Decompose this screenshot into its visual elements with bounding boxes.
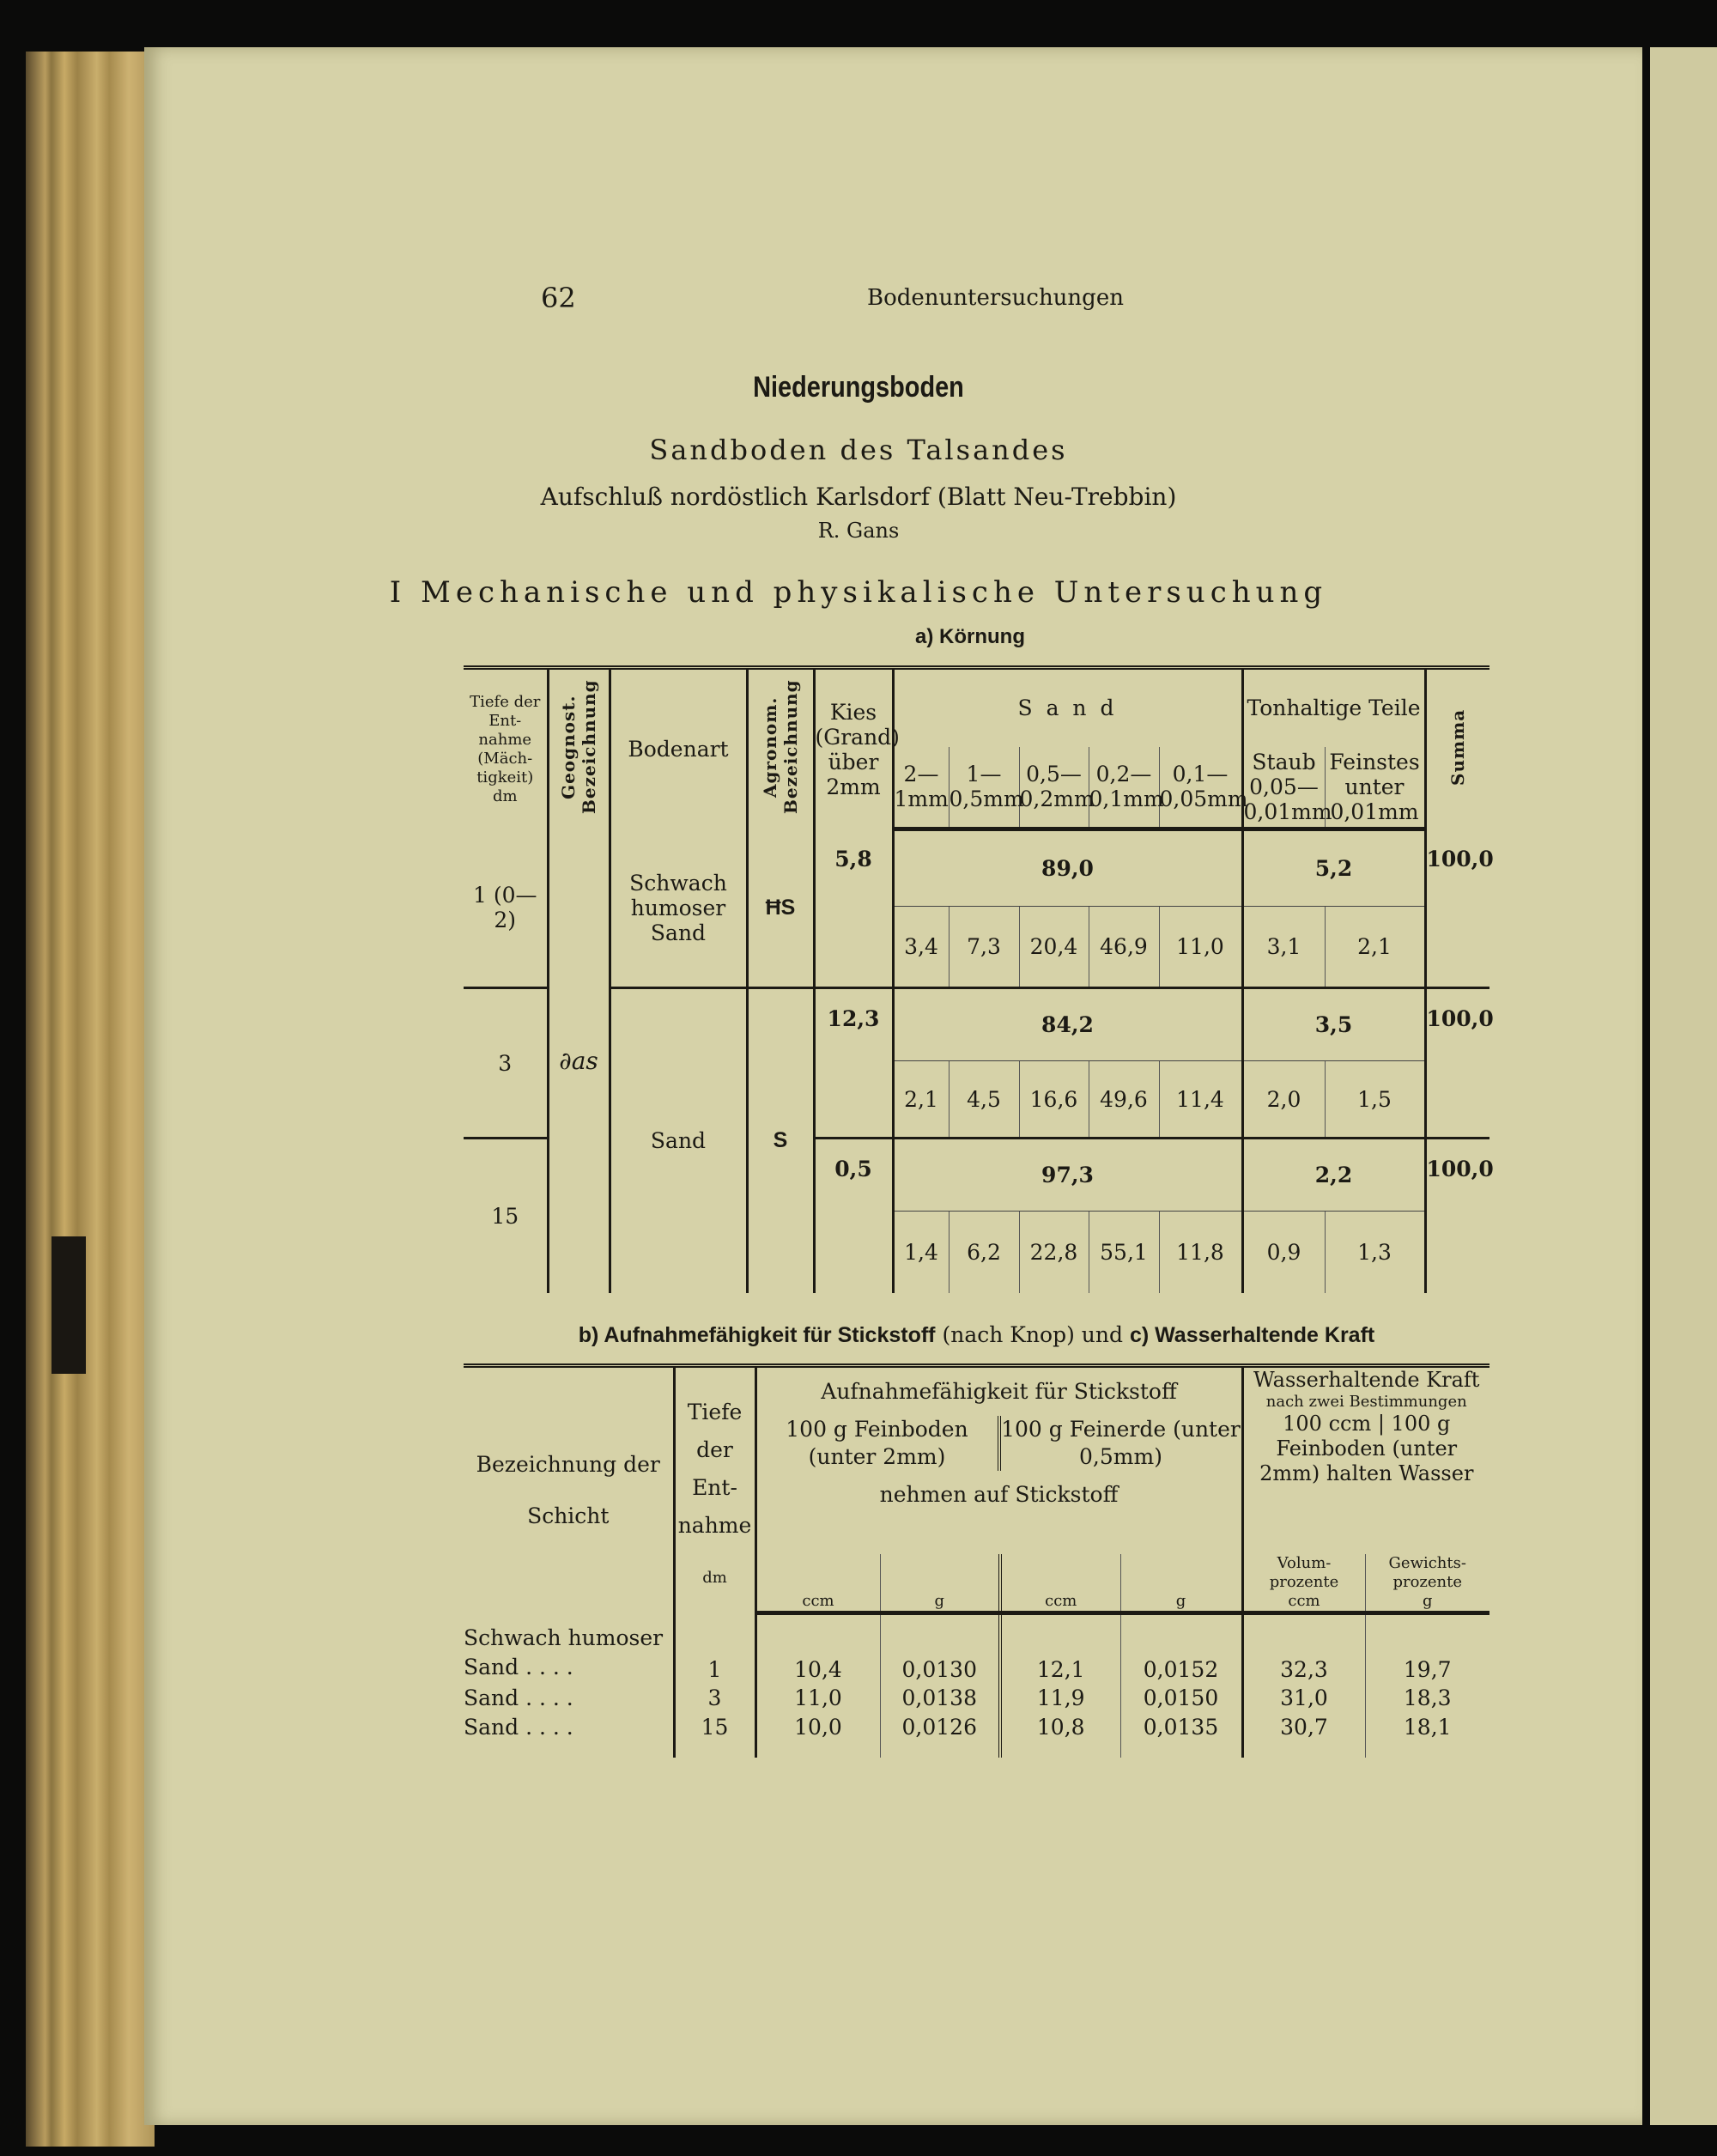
cell-sand: 1,4 <box>893 1212 949 1293</box>
nitrogen-water-table <box>464 1363 1489 1758</box>
cell-value: 18,3 <box>1365 1682 1489 1715</box>
header-wasser-group <box>1242 1365 1489 1554</box>
cell-tiefe: 15 <box>674 1715 755 1758</box>
cell-staub: 0,9 <box>1242 1212 1325 1293</box>
header-ton: Tonhaltige Teile <box>1242 668 1425 747</box>
unit: ccm <box>755 1554 880 1613</box>
part-b-rest: (nach Knop) und <box>942 1321 1124 1347</box>
cell-value: 31,0 <box>1242 1682 1365 1715</box>
cell-value: 32,3 <box>1242 1613 1365 1682</box>
cell-value: 11,9 <box>1000 1682 1120 1715</box>
unit: ccm <box>1000 1554 1120 1613</box>
cell-name: Sand . . . . <box>464 1685 573 1710</box>
header-wasser: Wasserhaltende Kraft <box>1253 1367 1480 1392</box>
location: Aufschluß nordöstlich Karlsdorf (Blatt Neu-Trebbin) <box>540 483 1177 511</box>
page-number: 62 <box>541 282 576 314</box>
part-a-heading: a) Körnung <box>915 625 1025 648</box>
grain-size-table <box>464 665 1494 1293</box>
cell-summa: 100,0 <box>1425 988 1489 1139</box>
header-gewicht: Gewichts-prozente <box>1388 1554 1466 1591</box>
cell-value: 30,7 <box>1242 1715 1365 1758</box>
cell-name: Schwach humoser Sand . . . . <box>464 1625 664 1679</box>
cell-sand-total: 89,0 <box>893 829 1242 907</box>
header-sand-fraction: 0,1— 0,05mm <box>1159 747 1242 829</box>
book-spine-shadow <box>52 1236 86 1374</box>
header-summa: Summa <box>1447 708 1469 786</box>
header-volum-unit: ccm <box>1288 1592 1320 1610</box>
header-feinerde: 100 g Feinerde (unter 0,5mm) <box>998 1416 1241 1471</box>
header-bezeichnung: Bezeichnung der Schicht <box>476 1451 660 1528</box>
header-staub: Staub 0,05— 0,01mm <box>1242 747 1325 829</box>
header-nehmen: nehmen auf Stickstoff <box>879 1481 1119 1507</box>
header-sand-fraction: 0,2— 0,1mm <box>1089 747 1159 829</box>
page-title: Niederungsboden <box>753 371 964 404</box>
cell-value: 18,1 <box>1365 1715 1489 1758</box>
table-row <box>464 1682 1489 1715</box>
header-sand-fraction: 2— 1mm <box>893 747 949 829</box>
book-page-edges <box>26 52 155 2147</box>
tables-container <box>464 665 1494 1758</box>
cell-staub: 2,0 <box>1242 1061 1325 1139</box>
cell-bodenart: Sand <box>610 988 747 1293</box>
header-wasser-note: nach zwei Bestimmungen <box>1265 1392 1467 1411</box>
cell-sand: 55,1 <box>1089 1212 1159 1293</box>
cell-sand: 11,8 <box>1159 1212 1242 1293</box>
cell-sand: 22,8 <box>1019 1212 1089 1293</box>
header-gewicht-unit: g <box>1422 1592 1433 1610</box>
cell-tiefe: 1 (0—2) <box>472 883 537 933</box>
cell-value: 10,8 <box>1000 1715 1120 1758</box>
cell-sand: 7,3 <box>949 907 1019 988</box>
cell-sand: 46,9 <box>1089 907 1159 988</box>
cell-sand: 4,5 <box>949 1061 1019 1139</box>
cell-tiefe: 3 <box>674 1682 755 1715</box>
author: R. Gans <box>817 519 900 543</box>
cell-ton-total: 5,2 <box>1242 829 1425 907</box>
cell-value: 0,0126 <box>880 1715 1000 1758</box>
header-tiefe: Tiefe der Ent-nahme (Mäch-tigkeit) dm <box>470 692 541 805</box>
cell-ton-total: 3,5 <box>1242 988 1425 1061</box>
cell-feinstes: 2,1 <box>1325 907 1425 988</box>
cell-value: 10,0 <box>755 1715 880 1758</box>
cell-value: 0,0130 <box>880 1613 1000 1682</box>
cell-sand: 11,4 <box>1159 1061 1242 1139</box>
cell-kies: 12,3 <box>814 988 893 1139</box>
cell-value: 0,0150 <box>1120 1682 1242 1715</box>
cell-feinstes: 1,3 <box>1325 1212 1425 1293</box>
cell-ton-total: 2,2 <box>1242 1139 1425 1212</box>
cell-sand: 20,4 <box>1019 907 1089 988</box>
cell-tiefe: 1 <box>674 1613 755 1682</box>
header-feinboden: 100 g Feinboden (unter 2mm) <box>786 1416 968 1469</box>
header-geognost: Geognost. Bezeichnung <box>558 679 599 815</box>
header-feinstes: Feinstes unter 0,01mm <box>1325 747 1425 829</box>
cell-sand: 49,6 <box>1089 1061 1159 1139</box>
header-tiefe: Tiefe der Ent-nahme <box>677 1399 752 1538</box>
cell-tiefe: 15 <box>464 1139 548 1293</box>
cell-bodenart: Schwach humoser Sand <box>610 829 747 988</box>
cell-summa: 100,0 <box>1425 1139 1489 1293</box>
cell-sand: 2,1 <box>893 1061 949 1139</box>
cell-value: 11,0 <box>755 1682 880 1715</box>
facing-page-edge <box>1650 47 1717 2125</box>
header-volum: Volum-prozente <box>1269 1554 1339 1591</box>
table-row <box>464 1613 1489 1682</box>
cell-agronom: ĦS <box>747 829 814 988</box>
section-heading: I Mechanische und physikalische Untersuchung <box>389 575 1328 610</box>
cell-tiefe: 3 <box>464 988 548 1139</box>
part-b-bold: b) Aufnahmefähigkeit für Stickstoff <box>578 1322 936 1347</box>
table-row <box>464 1715 1489 1758</box>
cell-agronom: S <box>747 988 814 1293</box>
header-aufnahme: Aufnahmefähigkeit für Stickstoff <box>821 1378 1177 1404</box>
cell-value: 10,4 <box>755 1613 880 1682</box>
cell-value: 19,7 <box>1365 1613 1489 1682</box>
header-tiefe-cell <box>674 1365 755 1613</box>
cell-kies: 5,8 <box>814 829 893 988</box>
header-sand-fraction: 1— 0,5mm <box>949 747 1019 829</box>
part-bc-heading <box>464 1322 1489 1348</box>
header-kies: Kies (Grand) über 2mm <box>814 668 893 829</box>
cell-kies: 0,5 <box>814 1139 893 1293</box>
cell-name: Sand . . . . <box>464 1714 573 1740</box>
header-aufnahme-group <box>755 1365 1242 1554</box>
cell-value: 12,1 <box>1000 1613 1120 1682</box>
cell-value: 0,0152 <box>1120 1613 1242 1682</box>
unit: g <box>1120 1554 1242 1613</box>
cell-value: 0,0135 <box>1120 1715 1242 1758</box>
cell-sand-total: 84,2 <box>893 988 1242 1061</box>
part-c-bold: c) Wasserhaltende Kraft <box>1129 1322 1375 1347</box>
subtitle: Sandboden des Talsandes <box>649 434 1068 466</box>
cell-geognost: ∂as <box>548 829 610 1293</box>
header-wasser-sub: 100 ccm | 100 g <box>1283 1411 1451 1436</box>
header-sand-fraction: 0,5— 0,2mm <box>1019 747 1089 829</box>
cell-feinstes: 1,5 <box>1325 1061 1425 1139</box>
cell-sand: 3,4 <box>893 907 949 988</box>
cell-sand: 16,6 <box>1019 1061 1089 1139</box>
cell-sand: 6,2 <box>949 1212 1019 1293</box>
cell-summa: 100,0 <box>1425 829 1489 988</box>
cell-staub: 3,1 <box>1242 907 1325 988</box>
header-sand: S a n d <box>893 668 1242 747</box>
running-head: Bodenuntersuchungen <box>867 285 1124 311</box>
header-agronom: Agronom. Bezeichnung <box>760 679 801 815</box>
tiefe-unit: dm <box>702 1568 727 1587</box>
unit: g <box>880 1554 1000 1613</box>
cell-value: 0,0138 <box>880 1682 1000 1715</box>
header-wasser-sub2: Feinboden (unter 2mm) halten Wasser <box>1259 1436 1474 1485</box>
cell-sand-total: 97,3 <box>893 1139 1242 1212</box>
header-bodenart: Bodenart <box>610 668 747 829</box>
cell-sand: 11,0 <box>1159 907 1242 988</box>
